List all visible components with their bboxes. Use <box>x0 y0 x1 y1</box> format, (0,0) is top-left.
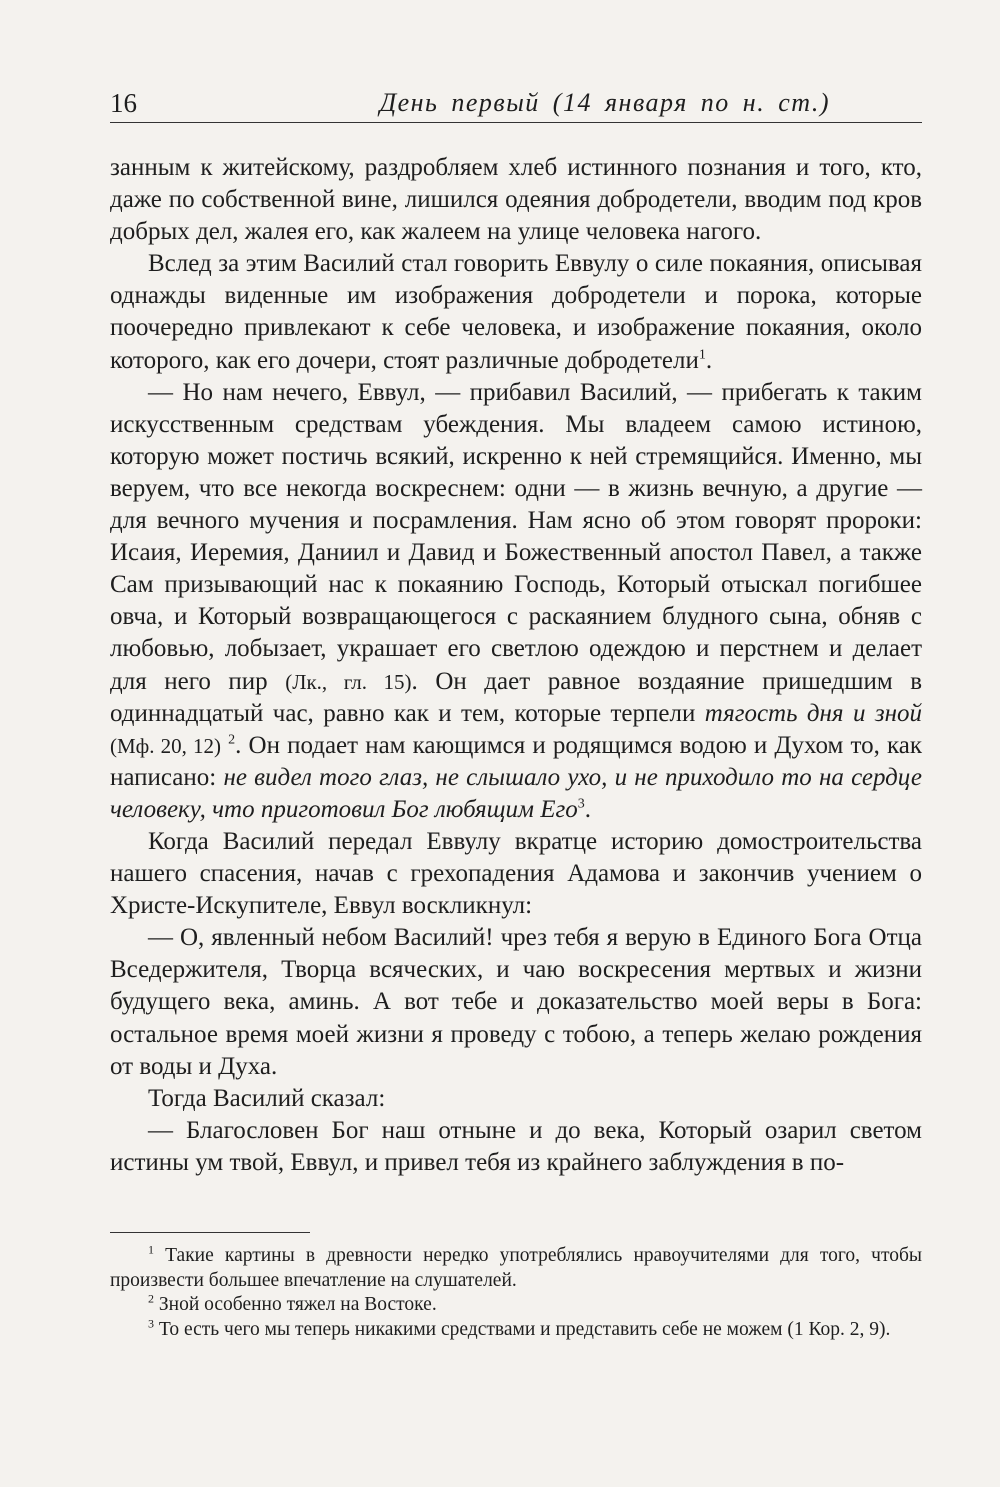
italic-quote: не видел того глаз, не слышало ухо, и не приходило то на сердце человеку, что приготовил Бог любящим Его <box>110 763 922 823</box>
footnote: $^1$ Такие картины в древности нередко употреблялись нравоучителями для того, чтобы произвести большее впечатление на слушателей. <box>110 1242 922 1291</box>
footnote-ref: 2 <box>228 732 236 748</box>
paragraph: — Благословен Бог наш отныне и до века, Который озарил светом истины ум твой, Еввул, и привел тебя из крайнего заблуждения в по- <box>110 1116 922 1176</box>
footnote-ref: 3 <box>577 796 585 812</box>
footnote: $^3$ То есть чего мы теперь никакими средствами и представить себе не можем (1 Кор. 2, 9). <box>148 1316 891 1340</box>
paragraph: — О, явленный небом Василий! чрез тебя я верую в Единого Бога Отца Вседержителя, Творца всяческих, и чаю воскресения мертвых и жизни будущего века, аминь. А вот тебе и доказательство моей веры в Бога: остальное время моей жизни я проведу с тобою, а теперь желаю рождения от воды и Духа. <box>110 924 922 1080</box>
paragraph: Вслед за этим Василий стал говорить Еввулу о силе покаяния, описывая однажды виденные им изображения добродетели и порока, которые поочередно привлекают к себе человека, и изображение покаяния, около которого, как его дочери, стоят различные добродетели$^1$. <box>110 250 922 374</box>
page-number: 16 <box>110 88 137 118</box>
italic-quote: тягость дня и зной <box>704 699 922 727</box>
running-title: День первый (14 января по н. ст.) <box>379 88 830 117</box>
footnote-divider <box>110 1232 310 1233</box>
scripture-ref: (Лк., гл. 15) <box>285 669 412 694</box>
footnote-ref: 1 <box>698 347 706 363</box>
paragraph: занным к житейскому, раздробляем хлеб истинного познания и того, кто, даже по собственной вине, лишился одеяния добродетели, вводим под кров добрых дел, жалея его, как жалеем на улице человека нагого. <box>110 154 922 246</box>
main-text <box>110 152 922 1179</box>
paragraph: — Но нам нечего, Еввул, — прибавил Василий, — прибегать к таким искусственным средствам убеждения. Мы владеем самою истиною, которую может постичь всякий, искренно к ней стремящийся. Именно, мы веруем, что все некогда воскреснем: одни — в жизнь вечную, а другие — для вечного мучения и посрамления. Нам ясно об этом говорят пророки: Исаия, Иеремия, Даниил и Давид и Божественный апостол Павел, а также Сам призывающий нас к покаянию Господь, Который отыскал погибшее овча, и Который возвращающегося с раскаянием блудного сына, обняв с любовью, лобызает, украшает его светлою одеждою и перстнем и делает для него пир (Лк., гл. 15). Он дает равное воздаяние пришедшим в одиннадцатый час, равно как и тем, которые терпели тягость дня и зной (Мф. 20, 12) $^2$. Он подает нам кающимся и родящимся водою и Духом то, как написано: не видел того глаз, не слышало ухо, и не приходило то на сердце человеку, что приготовил Бог любящим Его$^3$. <box>110 378 922 823</box>
footnote: $^2$ Зной особенно тяжел на Востоке. <box>148 1291 437 1316</box>
scripture-ref: (Мф. 20, 12) <box>110 733 222 758</box>
footnotes <box>110 1244 922 1342</box>
paragraph: Тогда Василий сказал: <box>148 1084 386 1112</box>
paragraph: Когда Василий передал Еввулу вкратце историю домостроительства нашего спасения, начав с грехопадения Адамова и закончив учением о Христе-Искупителе, Еввул воскликнул: <box>110 827 922 920</box>
running-header <box>110 88 922 123</box>
